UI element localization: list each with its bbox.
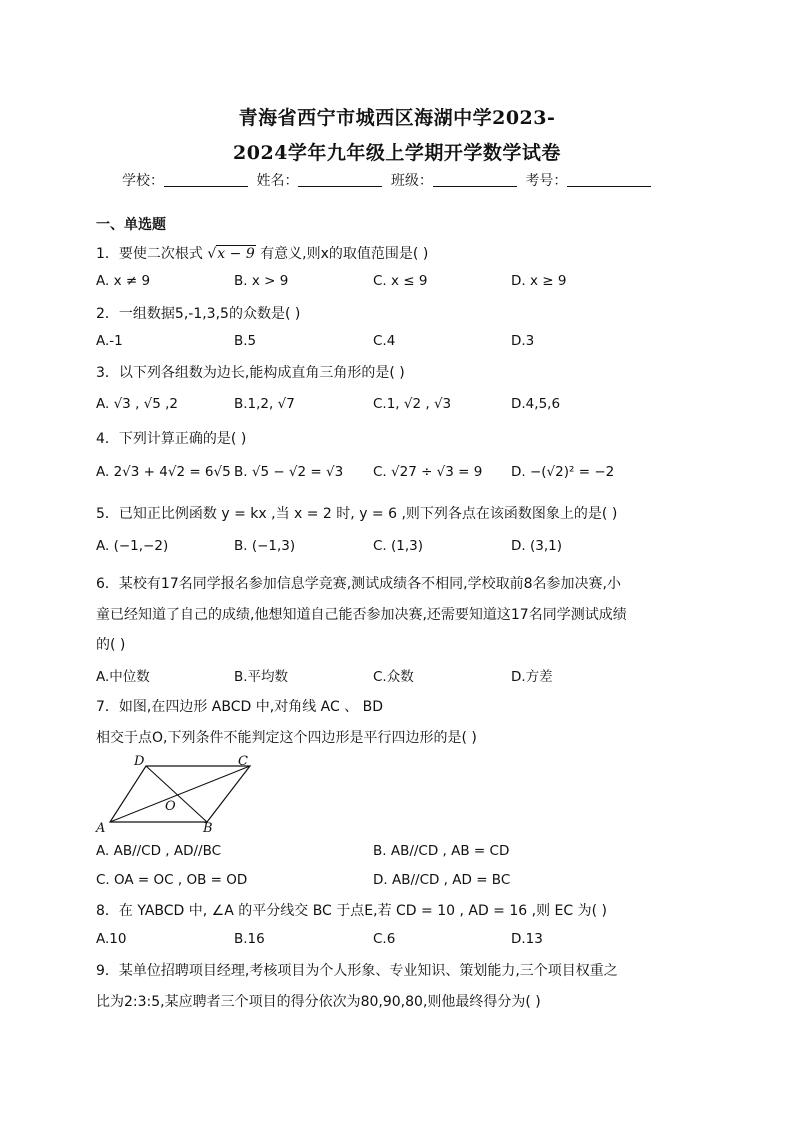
q7-option-a[interactable]: A. AB//CD , AD//BC xyxy=(96,843,222,859)
q4-option-c[interactable]: C. √27 ÷ √3 = 9 xyxy=(373,464,483,480)
name-label: 姓名： xyxy=(256,173,299,189)
section-heading: 一、单选题 xyxy=(96,217,166,233)
question-9-line-1: 9．某单位招聘项目经理,考核项目为个人形象、专业知识、策划能力,三个项目权重之 xyxy=(96,963,618,979)
question-6-line-3: 的( ) xyxy=(96,637,126,653)
radicand: x − 9 xyxy=(217,246,255,262)
question-8: 8．在 YABCD 中, ∠A 的平分线交 BC 于点E,若 CD = 10 , AD = 16 ,则 EC 为( ) xyxy=(96,903,607,919)
question-1-post: 有意义,则x的取值范围是( ) xyxy=(260,246,429,262)
q4-option-b[interactable]: B. √5 − √2 = √3 xyxy=(234,464,344,480)
vertex-label-a: A xyxy=(96,821,106,834)
quadrilateral-figure xyxy=(90,752,260,834)
question-6-line-1: 6．某校有17名同学报名参加信息学竞赛,测试成绩各不相同,学校取前8名参加决赛,小 xyxy=(96,576,621,592)
q7-option-b[interactable]: B. AB//CD , AB = CD xyxy=(373,843,510,859)
name-blank[interactable] xyxy=(298,172,382,187)
question-1-pre: 1．要使二次根式 xyxy=(96,246,203,262)
exam-title-line-1: 青海省西宁市城西区海湖中学2023- xyxy=(238,107,556,129)
question-5: 5．已知正比例函数 y = kx ,当 x = 2 时, y = 6 ,则下列各点在该函数图象上的是( ) xyxy=(96,506,618,522)
q3-option-d[interactable]: D.4,5,6 xyxy=(511,396,561,412)
q6-option-c[interactable]: C.众数 xyxy=(373,669,414,685)
q2-option-d[interactable]: D.3 xyxy=(511,333,535,349)
vertex-label-b: B xyxy=(203,821,213,834)
q8-option-b[interactable]: B.16 xyxy=(234,931,265,947)
q1-option-d[interactable]: D. x ≥ 9 xyxy=(511,273,567,289)
q7-option-c[interactable]: C. OA = OC , OB = OD xyxy=(96,872,248,888)
class-blank[interactable] xyxy=(433,172,517,187)
question-3: 3．以下列各组数为边长,能构成直角三角形的是( ) xyxy=(96,365,405,381)
radical-expression: √x − 9 xyxy=(207,246,255,262)
number-label: 考号： xyxy=(525,173,568,189)
q5-option-d[interactable]: D. (3,1) xyxy=(511,538,562,554)
question-7-line-2: 相交于点O,下列条件不能判定这个四边形是平行四边形的是( ) xyxy=(96,730,477,746)
intersection-label-o: O xyxy=(165,799,176,814)
q2-option-a[interactable]: A.-1 xyxy=(96,333,123,349)
q8-option-a[interactable]: A.10 xyxy=(96,931,127,947)
q6-option-a[interactable]: A.中位数 xyxy=(96,669,150,685)
q8-option-d[interactable]: D.13 xyxy=(511,931,543,947)
q1-option-a[interactable]: A. x ≠ 9 xyxy=(96,273,151,289)
question-9-line-2: 比为2:3:5,某应聘者三个项目的得分依次为80,90,80,则他最终得分为( ) xyxy=(96,994,541,1010)
student-info-row xyxy=(122,170,655,190)
q2-option-b[interactable]: B.5 xyxy=(234,333,257,349)
q8-option-c[interactable]: C.6 xyxy=(373,931,396,947)
question-6-line-2: 童已经知道了自己的成绩,他想知道自己能否参加决赛,还需要知道这17名同学测试成绩 xyxy=(96,607,627,623)
q6-option-d[interactable]: D.方差 xyxy=(511,669,553,685)
q1-option-c[interactable]: C. x ≤ 9 xyxy=(373,273,428,289)
question-1 xyxy=(96,243,428,263)
q3-option-c[interactable]: C.1, √2 , √3 xyxy=(373,396,452,412)
vertex-label-d: D xyxy=(134,754,145,769)
q4-option-d[interactable]: D. −(√2)² = −2 xyxy=(511,464,615,480)
q2-option-c[interactable]: C.4 xyxy=(373,333,396,349)
q6-option-b[interactable]: B.平均数 xyxy=(234,669,289,685)
question-2: 2．一组数据5,-1,3,5的众数是( ) xyxy=(96,306,301,322)
q5-option-c[interactable]: C. (1,3) xyxy=(373,538,424,554)
class-label: 班级： xyxy=(390,173,433,189)
question-7-line-1: 7．如图,在四边形 ABCD 中,对角线 AC 、 BD xyxy=(96,699,384,715)
vertex-label-c: C xyxy=(238,754,248,769)
q3-option-b[interactable]: B.1,2, √7 xyxy=(234,396,295,412)
q7-option-d[interactable]: D. AB//CD , AD = BC xyxy=(373,872,511,888)
school-label: 学校： xyxy=(122,173,164,189)
question-4: 4．下列计算正确的是( ) xyxy=(96,431,247,447)
q5-option-a[interactable]: A. (−1,−2) xyxy=(96,538,169,554)
diagonal-bd xyxy=(146,766,207,822)
q3-option-a[interactable]: A. √3 , √5 ,2 xyxy=(96,396,179,412)
exam-title-line-2: 2024学年九年级上学期开学数学试卷 xyxy=(233,142,561,164)
school-blank[interactable] xyxy=(164,172,248,187)
q4-option-a[interactable]: A. 2√3 + 4√2 = 6√5 xyxy=(96,464,231,480)
q5-option-b[interactable]: B. (−1,3) xyxy=(234,538,296,554)
q1-option-b[interactable]: B. x > 9 xyxy=(234,273,289,289)
number-blank[interactable] xyxy=(567,172,651,187)
